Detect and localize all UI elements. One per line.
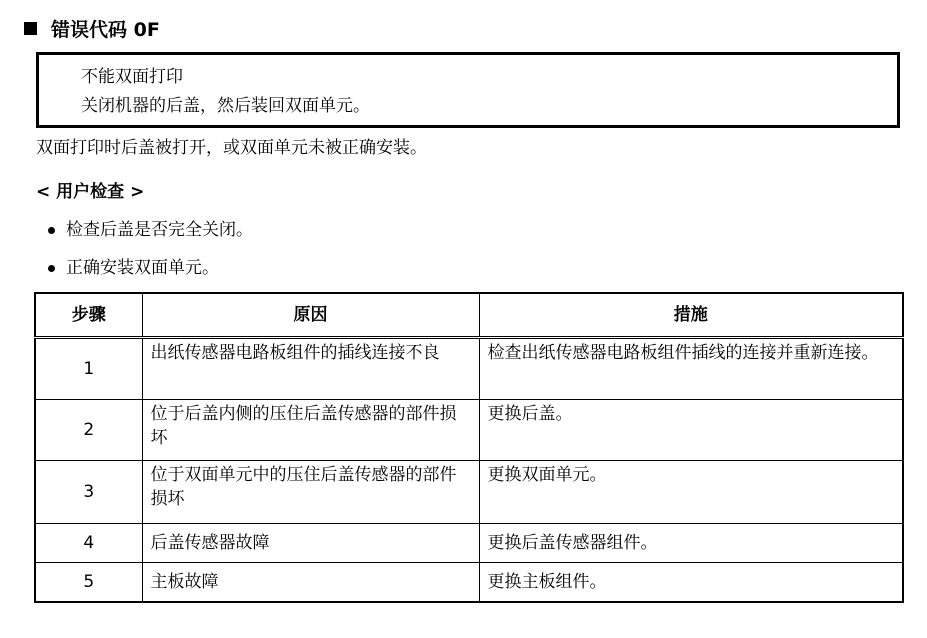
step-cell: 1 [35,338,142,400]
user-check-item-text: 检查后盖是否完全关闭。 [66,220,253,240]
user-check-title: < 用户检查 > [36,182,145,202]
header-step: 步骤 [35,293,142,338]
step-cell: 3 [35,461,142,524]
action-cell: 更换后盖。 [479,400,903,461]
error-description: 双面打印时后盖被打开，或双面单元未被正确安装。 [36,138,427,158]
action-cell: 更换双面单元。 [479,461,903,524]
bullet-dot-icon [48,227,55,234]
cause-cell: 出纸传感器电路板组件的插线连接不良 [142,338,479,400]
header-cause: 原因 [142,293,479,338]
user-check-item [48,256,219,280]
user-check-item [48,218,253,242]
step-cell: 2 [35,400,142,461]
cause-cell: 位于后盖内侧的压住后盖传感器的部件损坏 [142,400,479,461]
user-check-item-text: 正确安装双面单元。 [66,258,219,278]
section-heading [24,14,160,42]
table-header-row [35,293,903,338]
header-action: 措施 [479,293,903,338]
error-message-line-1: 不能双面打印 [81,67,183,87]
action-cell: 更换主板组件。 [479,563,903,603]
table-row [35,338,903,400]
heading-text: 错误代码 0F [51,18,160,41]
cause-cell: 主板故障 [142,563,479,603]
table-row [35,563,903,603]
cause-cell: 后盖传感器故障 [142,524,479,563]
cause-cell: 位于双面单元中的压住后盖传感器的部件损坏 [142,461,479,524]
step-cell: 4 [35,524,142,563]
table-row [35,400,903,461]
square-bullet-icon [24,22,37,35]
error-message-box [36,52,900,128]
step-cell: 5 [35,563,142,603]
bullet-dot-icon [48,265,55,272]
action-cell: 检查出纸传感器电路板组件插线的连接并重新连接。 [479,338,903,400]
action-cell: 更换后盖传感器组件。 [479,524,903,563]
table-row [35,524,903,563]
error-message-line-2: 关闭机器的后盖，然后装回双面单元。 [81,96,370,116]
table-row [35,461,903,524]
troubleshooting-table [34,292,904,603]
